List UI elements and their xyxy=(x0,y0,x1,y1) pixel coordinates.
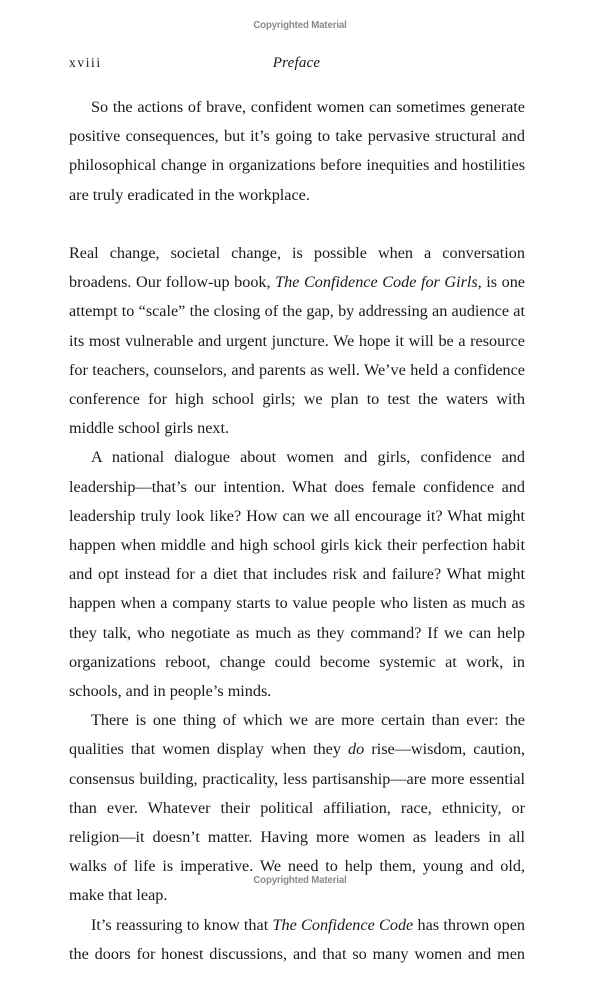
paragraph-2-text-a: Real change, societal change, is possible when a conversation broadens. Our follow-up book, xyxy=(69,244,525,292)
paragraph-5-text-a: It’s reassuring to know that xyxy=(91,915,273,934)
copyright-watermark-top: Copyrighted Material xyxy=(253,19,347,31)
paragraph-2 xyxy=(69,239,525,443)
paragraph-1: So the actions of brave, confident women can sometimes generate positive consequences, but it’s going to take pervasive structural and philosophical change in organizations before inequities and hostilities are truly eradicated in the workplace. xyxy=(69,98,525,204)
page-number: xviii xyxy=(69,55,102,70)
copyright-watermark-bottom: Copyrighted Material xyxy=(253,874,347,886)
body-text xyxy=(69,93,525,998)
paragraph-2-text-b: , is one attempt to “scale” the closing of the gap, by addressing an audience at its most vulnerable and urgent juncture. We hope it will be a resource for teachers, counselors, and parents as well. We’ve held a confidence conference for high school girls; we plan to test the waters with middle school girls next. xyxy=(69,273,525,438)
emphasis-do: do xyxy=(348,740,365,759)
running-head-title: Preface xyxy=(272,55,321,71)
paragraph-3: A national dialogue about women and girls, confidence and leadership—that’s our intention. What does female confidence and leadership truly look like? How can we all encourage it? What might happen when middle and high school girls kick their perfection habit and opt instead for a diet that includes risk and failure? What might happen when a company starts to value people who listen as much as they talk, who negotiate as much as they command? If we can help organizations reboot, change could become systemic at work, in schools, and in people’s minds. xyxy=(69,448,525,701)
paragraph-4-text-b: rise—wisdom, caution, consensus building, practicality, less partisanship—are more essential than ever. Whatever their political affiliation, race, ethnicity, or religion—it doesn’t matter. Having more women as leaders in all walks of life is imperative. We need to help them, young and old, make that leap. xyxy=(69,740,525,905)
book-title-confidence-code: The Confidence Code xyxy=(272,915,414,934)
paragraph-5 xyxy=(69,911,525,998)
book-title-confidence-code-for-girls: The Confidence Code for Girls xyxy=(275,273,478,292)
paragraph-4-text-a: There is one thing of which we are more certain than ever: the qualities that women display when they xyxy=(69,711,525,759)
running-head xyxy=(69,55,524,75)
paragraph-5-text-b: has thrown open the doors for honest discussions, and that so many women and men xyxy=(69,915,525,963)
